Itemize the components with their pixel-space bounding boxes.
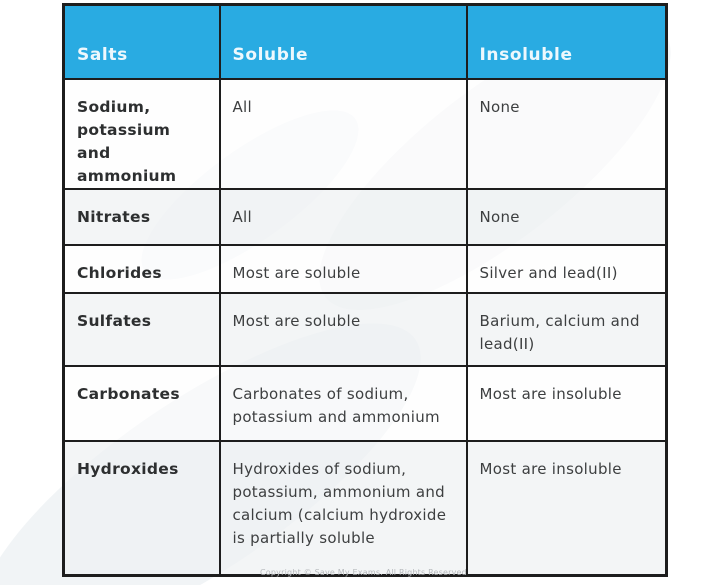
cell-soluble: Most are soluble bbox=[220, 293, 467, 366]
cell-insoluble: None bbox=[467, 189, 667, 245]
cell-soluble: All bbox=[220, 79, 467, 189]
column-header-salts: Salts bbox=[64, 5, 220, 79]
cell-soluble: Most are soluble bbox=[220, 245, 467, 293]
cell-salt: Carbonates bbox=[64, 366, 220, 441]
table-row bbox=[64, 366, 667, 441]
table-row bbox=[64, 441, 667, 576]
header-row bbox=[64, 5, 667, 79]
cell-insoluble: Barium, calcium and lead(II) bbox=[467, 293, 667, 366]
cell-salt: Nitrates bbox=[64, 189, 220, 245]
cell-salt: Sulfates bbox=[64, 293, 220, 366]
table-row bbox=[64, 79, 667, 189]
cell-soluble: Hydroxides of sodium, potassium, ammonium and calcium (calcium hydroxide is partially soluble bbox=[220, 441, 467, 576]
column-header-soluble: Soluble bbox=[220, 5, 467, 79]
table-row bbox=[64, 245, 667, 293]
column-header-insoluble: Insoluble bbox=[467, 5, 667, 79]
cell-insoluble: Silver and lead(II) bbox=[467, 245, 667, 293]
copyright-text: Copyright © Save My Exams. All Rights Reserved bbox=[260, 568, 467, 577]
table-row bbox=[64, 293, 667, 366]
solubility-table bbox=[62, 3, 668, 577]
cell-salt: Hydroxides bbox=[64, 441, 220, 576]
cell-insoluble: Most are insoluble bbox=[467, 366, 667, 441]
cell-salt: Sodium, potassium and ammonium bbox=[64, 79, 220, 189]
cell-insoluble: Most are insoluble bbox=[467, 441, 667, 576]
cell-salt: Chlorides bbox=[64, 245, 220, 293]
cell-soluble: All bbox=[220, 189, 467, 245]
cell-insoluble: None bbox=[467, 79, 667, 189]
cell-soluble: Carbonates of sodium, potassium and ammonium bbox=[220, 366, 467, 441]
table-row bbox=[64, 189, 667, 245]
